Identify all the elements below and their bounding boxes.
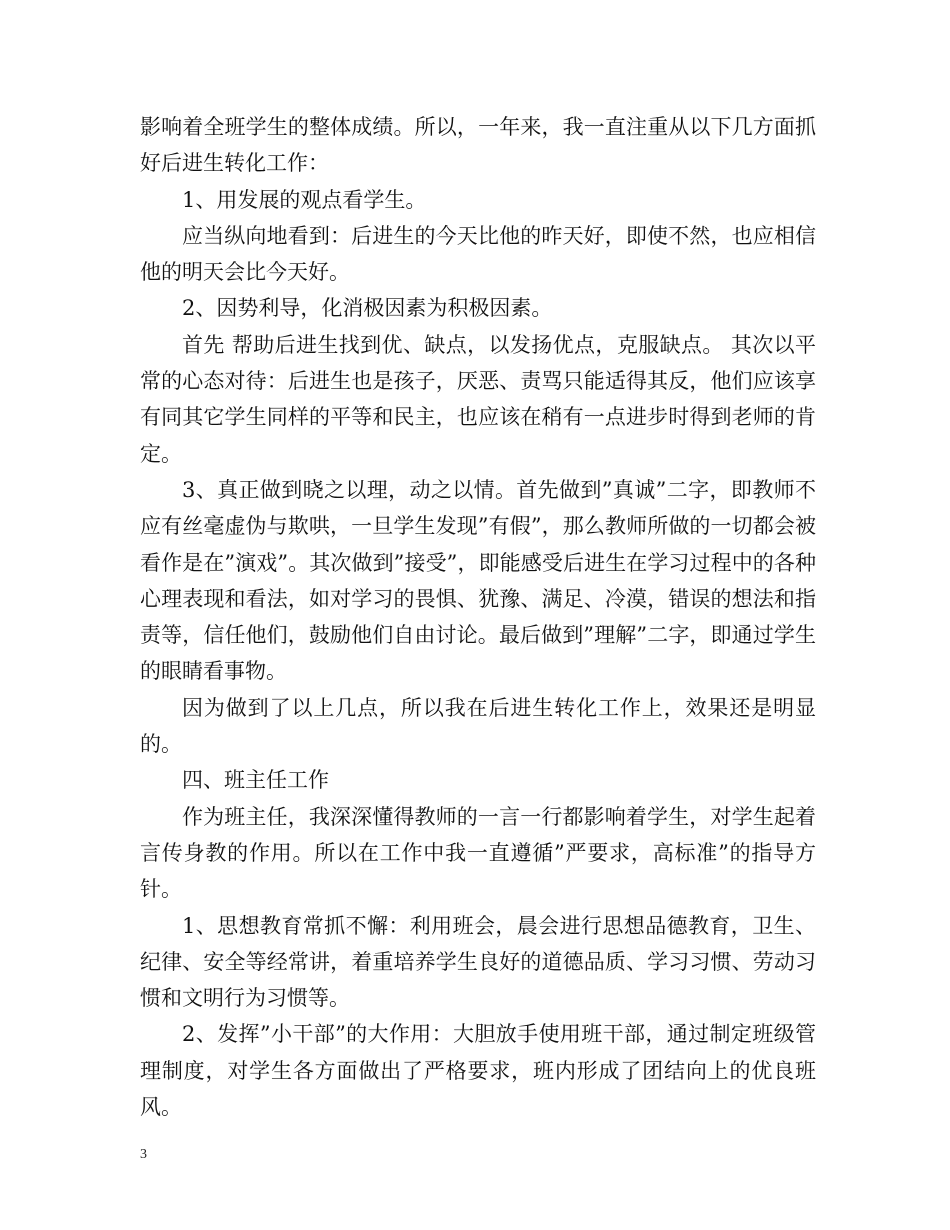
paragraph-10: 1、思想教育常抓不懈：利用班会，晨会进行思想品德教育，卫生、纪律、安全等经常讲，着重培养学生良好的道德品质、学习习惯、劳动习惯和文明行为习惯等。	[140, 913, 816, 1011]
paragraph-5: 首先 帮助后进生找到优、缺点，以发扬优点，克服缺点。 其次以平常的心态对待：后进生也是孩子，厌恶、责骂只能适得其反，他们应该享有同其它学生同样的平等和民主，也应该在稍有一点进步时得到老师的肯定。	[140, 332, 816, 466]
paragraph-11: 2、发挥”小干部”的大作用：大胆放手使用班干部，通过制定班级管理制度，对学生各方面做出了严格要求，班内形成了团结向上的优良班风。	[140, 1022, 816, 1120]
paragraph-9: 作为班主任，我深深懂得教师的一言一行都影响着学生，对学生起着言传身教的作用。所以在工作中我一直遵循”严要求，高标准”的指导方针。	[140, 804, 816, 902]
paragraph-3: 应当纵向地看到：后进生的今天比他的昨天好，即使不然，也应相信他的明天会比今天好。	[140, 223, 816, 285]
page-number: 3	[140, 1147, 147, 1162]
paragraph-7: 因为做到了以上几点，所以我在后进生转化工作上，效果还是明显的。	[140, 695, 816, 757]
paragraph-4: 2、因势利导，化消极因素为积极因素。	[182, 296, 553, 321]
section-heading: 四、班主任工作	[182, 768, 329, 793]
document-body	[140, 109, 816, 1125]
paragraph-2: 1、用发展的观点看学生。	[182, 187, 427, 212]
paragraph-1: 影响着全班学生的整体成绩。所以，一年来，我一直注重从以下几方面抓好后进生转化工作：	[140, 115, 816, 176]
paragraph-6: 3、真正做到晓之以理，动之以情。首先做到”真诚”二字，即教师不应有丝毫虚伪与欺哄，一旦学生发现”有假”，那么教师所做的一切都会被看作是在”演戏”。其次做到”接受”，即能感受后进生在学习过程中的各种心理表现和看法，如对学习的畏惧、犹豫、满足、冷漠，错误的想法和指责等，信任他们，鼓励他们自由讨论。最后做到”理解”二字，即通过学生的眼睛看事物。	[140, 477, 816, 684]
